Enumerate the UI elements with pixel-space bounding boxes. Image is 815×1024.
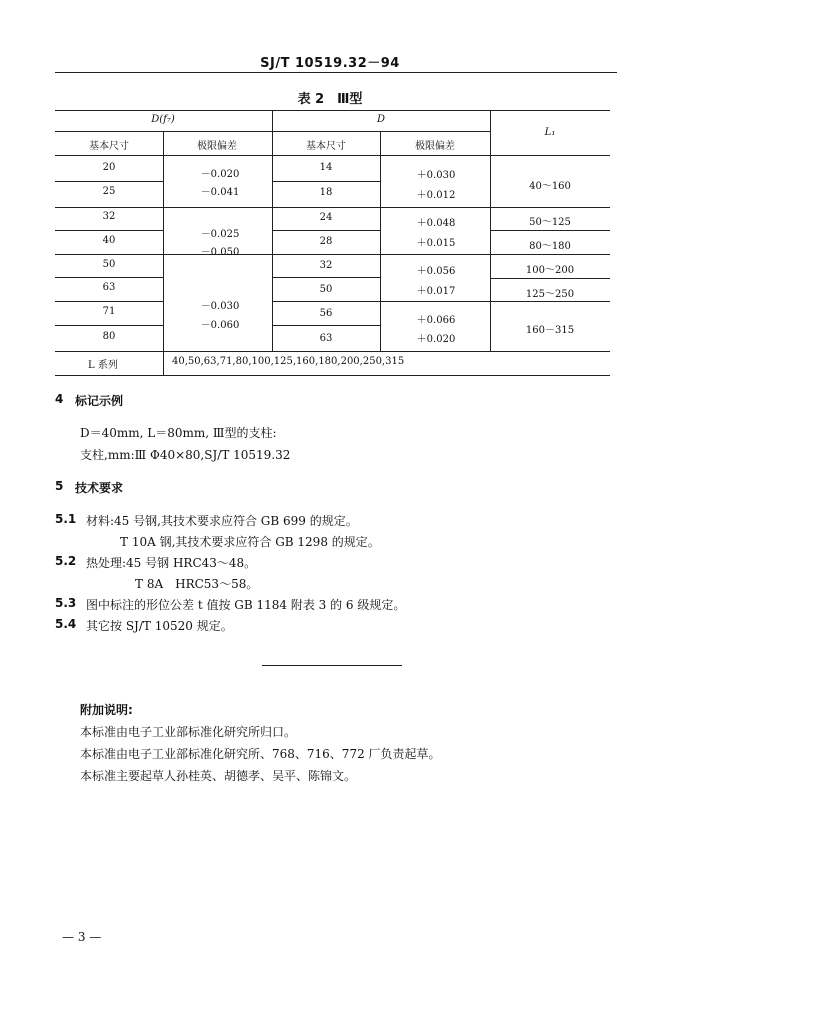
end-separator — [262, 665, 402, 666]
section5-number: 5 — [55, 479, 64, 493]
table-rule — [272, 110, 273, 351]
doc-code-header: SJ/T 10519.32－94 — [260, 56, 400, 71]
table-rule — [380, 131, 381, 351]
clause-text: T 10A 钢,其技术要求应符合 GB 1298 的规定。 — [120, 535, 380, 549]
table-rule — [272, 181, 380, 182]
L1-range-cell: 80～180 — [529, 241, 571, 252]
table-rule — [55, 254, 610, 255]
table-rule — [55, 181, 163, 182]
table-top-rule — [55, 110, 610, 111]
d-deviation-upper: －0.030 — [200, 301, 240, 312]
table-rule — [55, 207, 610, 208]
table-rule — [163, 131, 164, 375]
series-label: L 系列 — [88, 360, 118, 371]
D-deviation-upper: ＋0.048 — [416, 218, 456, 229]
section4-title: 标记示例 — [75, 394, 124, 408]
D-size-cell: 50 — [319, 284, 333, 295]
table-caption: 表 2 Ⅲ型 — [297, 92, 363, 107]
D-size-cell: 56 — [319, 308, 333, 319]
table-rule — [55, 351, 610, 352]
table-rule — [490, 278, 610, 279]
clause-text: T 8A HRC53～58。 — [135, 577, 259, 591]
header-D: D — [376, 114, 386, 125]
section4-number: 4 — [55, 392, 64, 406]
series-values: 40,50,63,71,80,100,125,160,180,200,250,315 — [172, 356, 405, 367]
header-d-basic-size: 基本尺寸 — [89, 141, 129, 152]
table-rule — [55, 301, 163, 302]
header-L1: L₁ — [544, 127, 556, 138]
table-rule — [490, 230, 610, 231]
table-rule — [55, 230, 163, 231]
table-rule — [272, 325, 380, 326]
L1-range-cell: 160－315 — [525, 325, 575, 336]
d-deviation-upper: －0.025 — [200, 229, 240, 240]
D-deviation-lower: ＋0.015 — [416, 238, 456, 249]
table-rule — [272, 230, 380, 231]
D-deviation-lower: ＋0.012 — [416, 190, 456, 201]
L1-range-cell: 100～200 — [525, 265, 575, 276]
clause-text: 热处理:45 号钢 HRC43～48。 — [86, 556, 257, 570]
D-deviation-upper: ＋0.056 — [416, 266, 456, 277]
table-rule — [490, 110, 491, 351]
section5-title: 技术要求 — [75, 481, 124, 495]
d-size-cell: 63 — [102, 282, 116, 293]
table-rule — [55, 325, 163, 326]
D-deviation-lower: ＋0.017 — [416, 286, 456, 297]
clause-number: 5.4 — [55, 617, 77, 631]
L1-range-cell: 125～250 — [525, 289, 575, 300]
d-deviation-upper: －0.020 — [200, 169, 240, 180]
D-deviation-upper: ＋0.066 — [416, 315, 456, 326]
clause-text: 其它按 SJ/T 10520 规定。 — [86, 619, 233, 633]
D-size-cell: 18 — [319, 187, 333, 198]
D-deviation-upper: ＋0.030 — [416, 170, 456, 181]
header-D-deviation: 极限偏差 — [415, 141, 455, 152]
page-number: — 3 — — [62, 930, 102, 944]
marking-example-line2: 支柱,mm:Ⅲ Φ40×80,SJ/T 10519.32 — [80, 448, 291, 462]
clause-number: 5.2 — [55, 554, 77, 568]
D-size-cell: 32 — [319, 260, 333, 271]
D-size-cell: 24 — [319, 212, 333, 223]
marking-example-line1: D＝40mm, L＝80mm, Ⅲ型的支柱: — [80, 426, 277, 440]
d-deviation-lower: －0.050 — [200, 247, 240, 258]
header-d-f7: D(f₇) — [151, 114, 175, 125]
header-d-deviation: 极限偏差 — [197, 141, 237, 152]
table-rule — [55, 277, 163, 278]
d-size-cell: 25 — [102, 186, 116, 197]
L1-range-cell: 50～125 — [529, 217, 571, 228]
header-D-basic-size: 基本尺寸 — [306, 141, 346, 152]
clause-number: 5.1 — [55, 512, 77, 526]
clause-text: 材料:45 号钢,其技术要求应符合 GB 699 的规定。 — [86, 514, 358, 528]
D-size-cell: 63 — [319, 333, 333, 344]
clause-text: 图中标注的形位公差 t 值按 GB 1184 附表 3 的 6 级规定。 — [86, 598, 406, 612]
d-deviation-lower: －0.041 — [200, 187, 240, 198]
notes-line: 本标准由电子工业部标准化研究所归口。 — [80, 725, 297, 739]
D-size-cell: 14 — [319, 162, 333, 173]
d-size-cell: 32 — [102, 211, 116, 222]
d-size-cell: 20 — [102, 162, 116, 173]
notes-title: 附加说明: — [80, 703, 133, 717]
table-rule — [272, 277, 380, 278]
d-size-cell: 50 — [102, 259, 116, 270]
table-rule — [55, 155, 610, 156]
d-deviation-lower: －0.060 — [200, 320, 240, 331]
d-size-cell: 80 — [102, 331, 116, 342]
d-size-cell: 71 — [102, 306, 116, 317]
table-bottom-rule — [55, 375, 610, 376]
d-size-cell: 40 — [102, 235, 116, 246]
L1-range-cell: 40～160 — [529, 181, 571, 192]
D-size-cell: 28 — [319, 236, 333, 247]
notes-line: 本标准由电子工业部标准化研究所、768、716、772 厂负责起草。 — [80, 747, 441, 761]
notes-line: 本标准主要起草人孙桂英、胡德孝、吴平、陈锦文。 — [80, 769, 357, 783]
header-rule — [55, 72, 617, 73]
D-deviation-lower: ＋0.020 — [416, 334, 456, 345]
table-rule — [272, 301, 610, 302]
clause-number: 5.3 — [55, 596, 77, 610]
